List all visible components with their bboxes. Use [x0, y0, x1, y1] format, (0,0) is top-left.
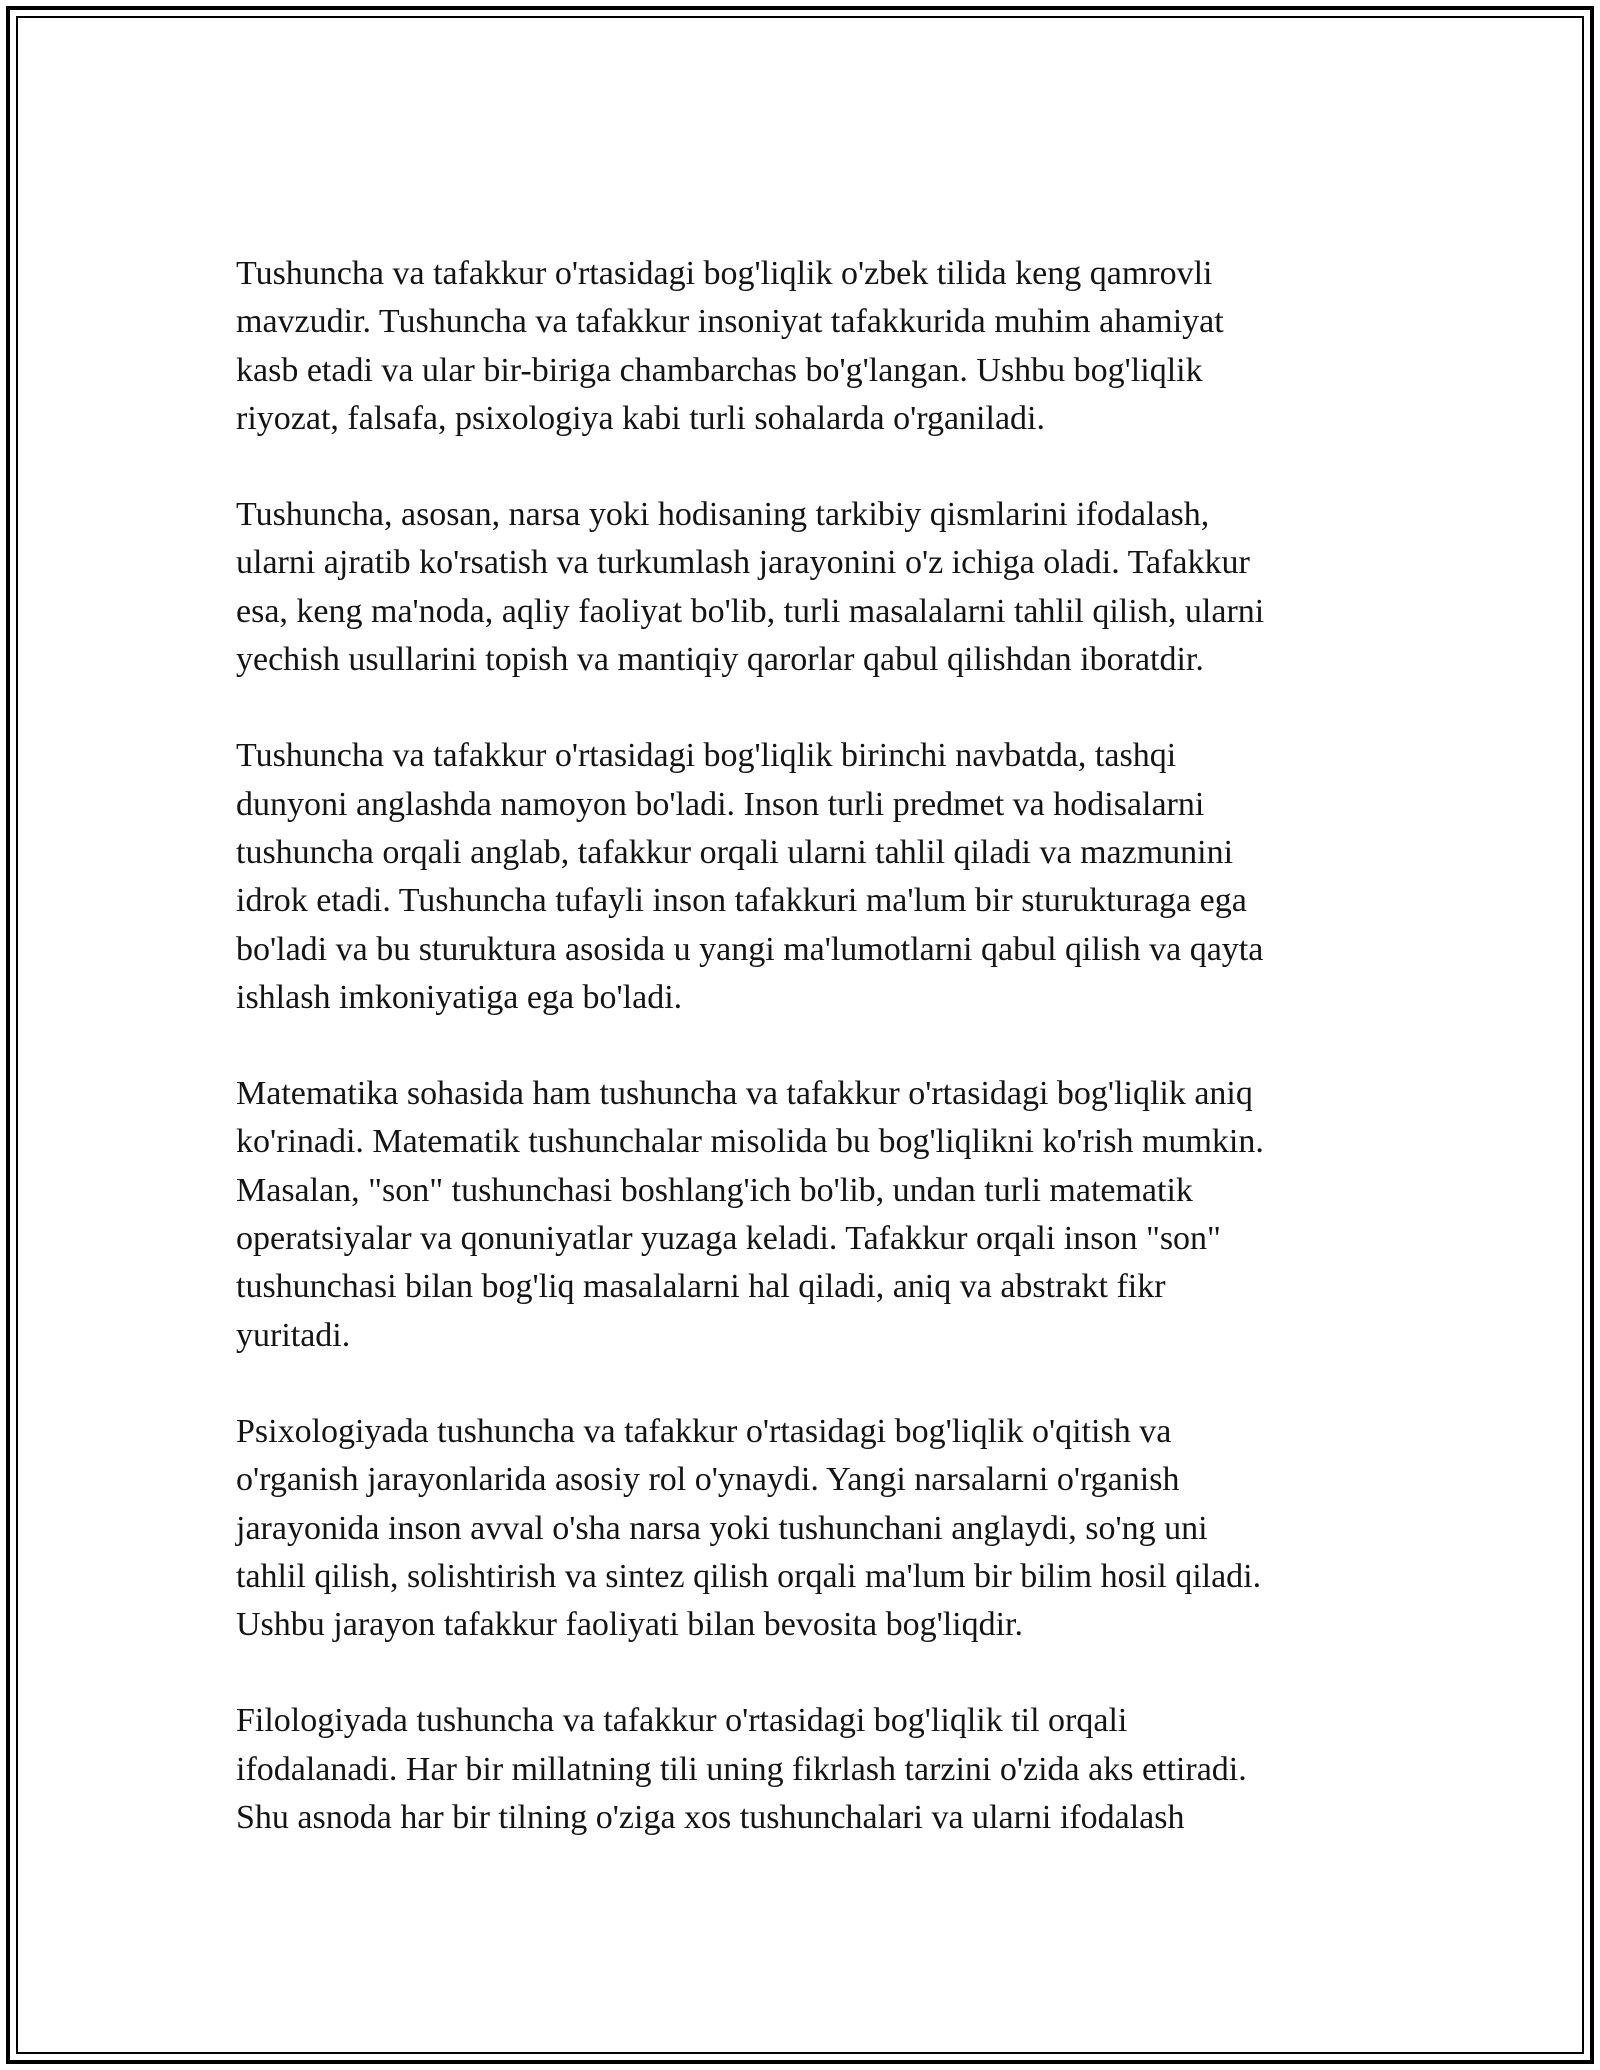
paragraph-6: [236, 1697, 1354, 1842]
text-line: tushunchasi bilan bog'liq masalalarni hal qiladi, aniq va abstrakt fikr: [236, 1268, 1166, 1306]
text-line: Tushuncha va tafakkur o'rtasidagi bog'liqlik birinchi navbatda, tashqi: [236, 737, 1177, 775]
text-line: Masalan, "son" tushunchasi boshlang'ich bo'lib, undan turli matematik: [236, 1171, 1193, 1209]
text-line: idrok etadi. Tushuncha tufayli inson tafakkuri ma'lum bir sturukturaga ega: [236, 882, 1247, 920]
paragraph-4: [236, 1070, 1354, 1360]
text-line: ularni ajratib ko'rsatish va turkumlash jarayonini o'z ichiga oladi. Tafakkur: [236, 544, 1250, 582]
text-line: Filologiyada tushuncha va tafakkur o'rtasidagi bog'liqlik til orqali: [236, 1702, 1128, 1740]
text-line: yuritadi.: [236, 1316, 351, 1354]
text-line: Psixologiyada tushuncha va tafakkur o'rtasidagi bog'liqlik o'qitish va: [236, 1412, 1172, 1450]
text-line: tahlil qilish, solishtirish va sintez qilish orqali ma'lum bir bilim hosil qiladi.: [236, 1557, 1262, 1595]
text-line: Shu asnoda har bir tilning o'ziga xos tushunchalari va ularni ifodalash: [236, 1799, 1185, 1837]
text-line: bo'ladi va bu sturuktura asosida u yangi ma'lumotlarni qabul qilish va qayta: [236, 930, 1264, 968]
text-line: mavzudir. Tushuncha va tafakkur insoniyat tafakkurida muhim ahamiyat: [236, 303, 1224, 341]
text-line: ishlash imkoniyatiga ega bo'ladi.: [236, 978, 683, 1016]
paragraph-1: [236, 250, 1354, 443]
text-line: jarayonida inson avval o'sha narsa yoki tushunchani anglaydi, so'ng uni: [236, 1509, 1208, 1547]
text-line: dunyoni anglashda namoyon bo'ladi. Inson turli predmet va hodisalarni: [236, 785, 1205, 823]
paragraph-5: [236, 1408, 1354, 1649]
document-body: [236, 250, 1354, 1842]
text-line: ko'rinadi. Matematik tushunchalar misolida bu bog'liqlikni ko'rish mumkin.: [236, 1123, 1264, 1161]
text-line: esa, keng ma'noda, aqliy faoliyat bo'lib, turli masalalarni tahlil qilish, ularni: [236, 592, 1265, 630]
text-line: Tushuncha, asosan, narsa yoki hodisaning tarkibiy qismlarini ifodalash,: [236, 496, 1210, 534]
text-line: o'rganish jarayonlarida asosiy rol o'ynaydi. Yangi narsalarni o'rganish: [236, 1461, 1180, 1499]
text-line: operatsiyalar va qonuniyatlar yuzaga keladi. Tafakkur orqali inson "son": [236, 1220, 1221, 1258]
text-line: Tushuncha va tafakkur o'rtasidagi bog'liqlik o'zbek tilida keng qamrovli: [236, 255, 1213, 292]
text-line: tushuncha orqali anglab, tafakkur orqali ularni tahlil qiladi va mazmunini: [236, 833, 1234, 871]
text-line: riyozat, falsafa, psixologiya kabi turli sohalarda o'rganiladi.: [236, 399, 1045, 437]
text-line: Ushbu jarayon tafakkur faoliyati bilan bevosita bog'liqdir.: [236, 1606, 1023, 1644]
text-line: Matematika sohasida ham tushuncha va tafakkur o'rtasidagi bog'liqlik aniq: [236, 1075, 1253, 1113]
text-line: kasb etadi va ular bir-biriga chambarchas bo'g'langan. Ushbu bog'liqlik: [236, 351, 1203, 389]
text-line: ifodalanadi. Har bir millatning tili uning fikrlash tarzini o'zida aks ettiradi.: [236, 1750, 1247, 1788]
paragraph-3: [236, 732, 1354, 1022]
text-line: yechish usullarini topish va mantiqiy qarorlar qabul qilishdan iboratdir.: [236, 641, 1204, 679]
paragraph-2: [236, 491, 1354, 684]
